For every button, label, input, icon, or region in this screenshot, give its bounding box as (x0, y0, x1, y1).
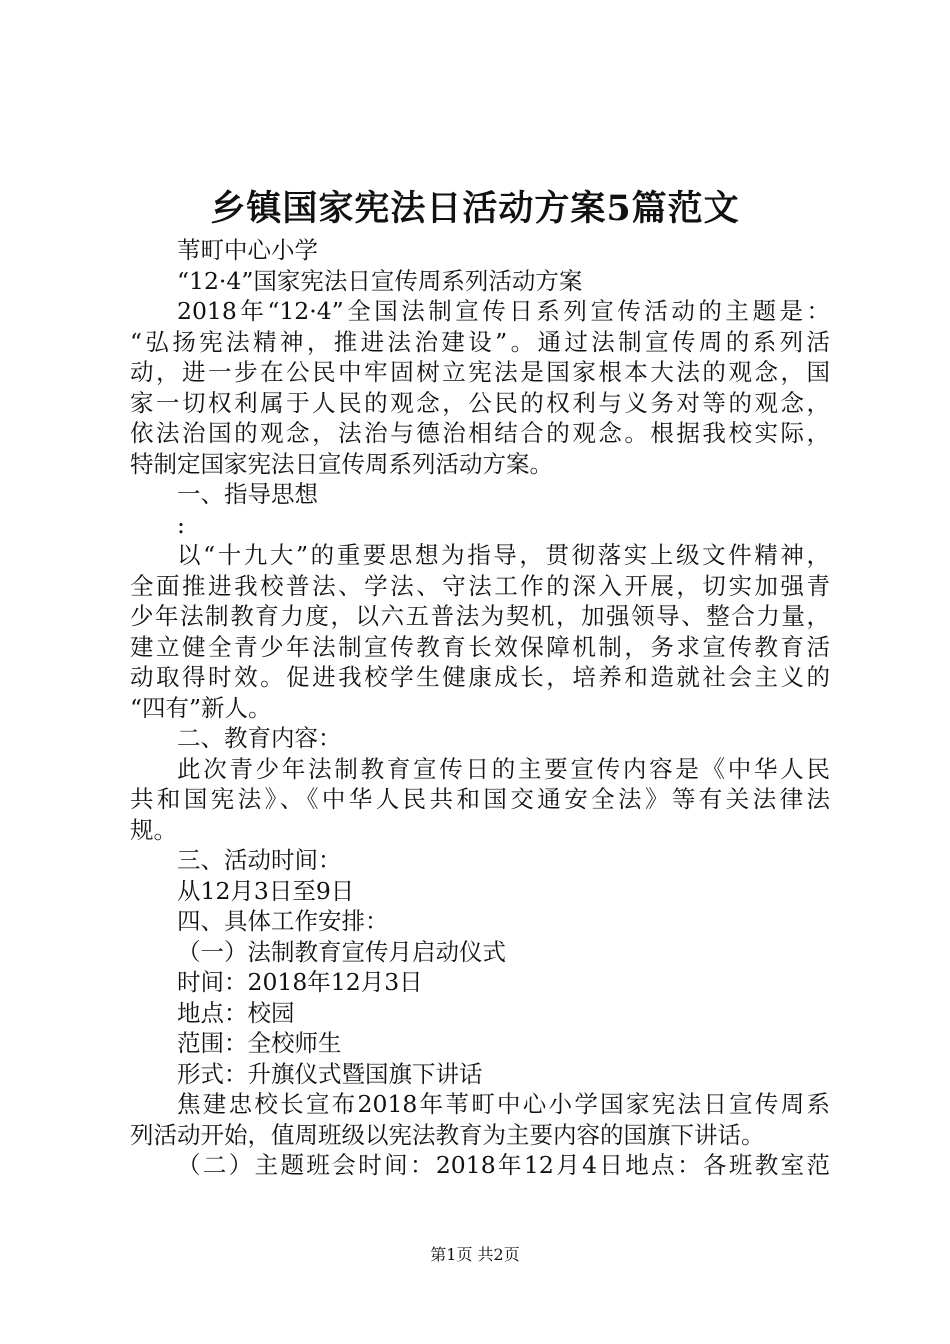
paragraph-line: 此次青少年法制教育宣传日的主要宣传内容是《中华人民 (177, 754, 830, 783)
paragraph-line: 建立健全青少年法制宣传教育长效保障机制，务求宣传教育活 (130, 632, 830, 661)
paragraph-line: : (177, 510, 185, 539)
subsection-heading: （一）法制教育宣传月启动仪式 (177, 937, 506, 966)
page-footer: 第1页 共2页 (430, 1245, 520, 1264)
section-heading: 一、指导思想 (177, 480, 318, 508)
paragraph-line: 2018年“12·4”全国法制宣传日系列宣传活动的主题是： (177, 297, 830, 325)
section-heading: 三、活动时间： (177, 846, 342, 874)
paragraph-line: 少年法制教育力度，以六五普法为契机，加强领导、整合力量， (130, 602, 830, 630)
paragraph-line: 共和国宪法》、《中华人民共和国交通安全法》等有关法律法 (130, 785, 830, 813)
paragraph-line: 特制定国家宪法日宣传周系列活动方案。 (130, 449, 553, 478)
paragraph-line: 规。 (130, 815, 177, 844)
paragraph-line: 动取得时效。促进我校学生健康成长，培养和造就社会主义的 (130, 663, 830, 691)
document-body (130, 235, 830, 1181)
paragraph-line: 时间：2018年12月3日 (177, 968, 423, 996)
paragraph-line: 苇町中心小学 (177, 236, 318, 264)
section-heading: 二、教育内容： (177, 724, 342, 752)
section-heading: 四、具体工作安排： (177, 907, 389, 935)
paragraph-line: 焦建忠校长宣布2018年苇町中心小学国家宪法日宣传周系 (177, 1090, 830, 1118)
paragraph-line: 地点：校园 (177, 998, 295, 1027)
paragraph-line: 家一切权利属于人民的观念，公民的权利与义务对等的观念， (130, 388, 830, 417)
paragraph-line: 动，进一步在公民中牢固树立宪法是国家根本大法的观念，国 (130, 358, 830, 386)
paragraph-line: 形式：升旗仪式暨国旗下讲话 (177, 1059, 483, 1088)
paragraph-line: “弘扬宪法精神，推进法治建设”。通过法制宣传周的系列活 (130, 327, 830, 356)
paragraph-line: 从12月3日至9日 (177, 876, 355, 905)
document-title: 乡镇国家宪法日活动方案5篇范文 (210, 188, 740, 229)
paragraph-line: 依法治国的观念，法治与德治相结合的观念。根据我校实际， (130, 419, 830, 447)
paragraph-line: 全面推进我校普法、学法、守法工作的深入开展，切实加强青 (130, 571, 830, 600)
paragraph-line: 列活动开始，值周班级以宪法教育为主要内容的国旗下讲话。 (130, 1120, 765, 1149)
paragraph-line: 以“十九大”的重要思想为指导，贯彻落实上级文件精神， (177, 541, 830, 569)
paragraph-line: “四有”新人。 (130, 693, 272, 722)
paragraph-line: 范围：全校师生 (177, 1029, 342, 1057)
paragraph-line: （二）主题班会时间：2018年12月4日地点：各班教室范 (177, 1151, 830, 1179)
paragraph-line: “12·4”国家宪法日宣传周系列活动方案 (177, 266, 583, 295)
